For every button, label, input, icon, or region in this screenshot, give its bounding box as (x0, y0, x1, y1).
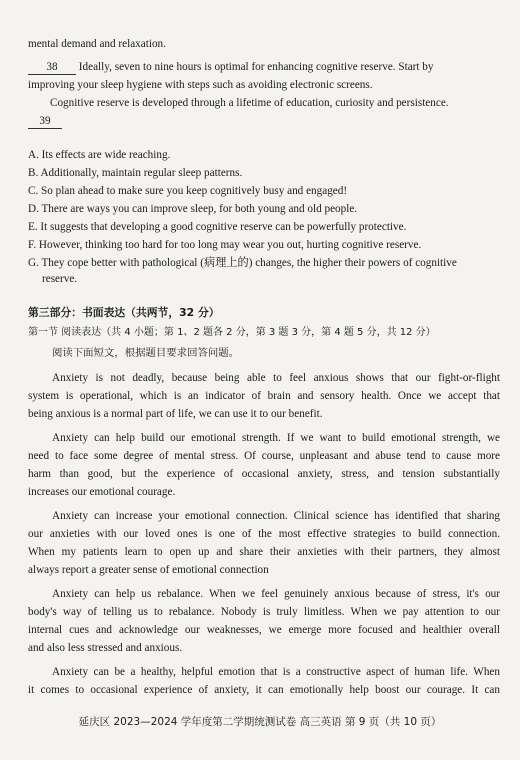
passage-line: Anxiety can help us rebalance. When we feel genuinely anxious because of stress, it's our (52, 588, 500, 600)
answer-blank-38[interactable]: 38 (28, 60, 76, 75)
passage-line: and also less stressed and anxious. (28, 642, 183, 654)
passage-line: system is operational, which is an indicator of brain and sensory health. Once we accept that (28, 390, 500, 402)
passage-line: need to face some degree of mental stress. Of course, unpleasant and abuse tend to cause more (28, 450, 500, 462)
text-fragment: Ideally, seven to nine hours is optimal for enhancing cognitive reserve. Start by (78, 61, 434, 73)
passage-line: Anxiety is not deadly, because being able to feel anxious shows that our fight-or-flight (52, 372, 500, 384)
option-c: C. So plan ahead to make sure you keep cognitively busy and engaged! (28, 185, 348, 197)
passage-line: When my patients learn to open up and share their anxieties with their partners, they almost (28, 546, 500, 558)
section-subtitle: 第一节 阅读表达（共 4 小题；第 1、2 题各 2 分，第 3 题 3 分，第 4 题 5 分，共 12 分） (28, 327, 436, 338)
text-line (28, 60, 494, 75)
passage-line: Anxiety can be a healthy, helpful emotion that is a constructive aspect of human life. When (52, 666, 500, 678)
passage-line: Anxiety can help build our emotional strength. If we want to build emotional strength, we (52, 432, 500, 444)
option-e: E. It suggests that developing a good cognitive reserve can be powerfully protective. (28, 221, 407, 233)
instruction: 阅读下面短文，根据题目要求回答问题。 (52, 347, 240, 359)
page-footer: 延庆区 2023—2024 学年度第二学期统测试卷 高三英语 第 9 页（共 10 页） (78, 716, 442, 728)
passage-line: always report a greater sense of emotional connection (28, 564, 269, 576)
option-g-cont: reserve. (42, 273, 78, 285)
passage-line: harm than good, but the experience of occasional anxiety, stress, and tension substantially (28, 468, 500, 480)
option-d: D. There are ways you can improve sleep, for both young and old people. (28, 203, 358, 215)
text-line: mental demand and relaxation. (28, 38, 166, 50)
passage-line: body's way of telling us to rebalance. Nobody is truly limitless. When we pay attention to our (28, 606, 500, 618)
passage-line: Anxiety can increase your emotional connection. Clinical science has identified that sharing (52, 510, 500, 522)
text-line: improving your sleep hygiene with steps such as avoiding electronic screens. (28, 79, 373, 91)
text-line (28, 114, 62, 129)
option-a: A. Its effects are wide reaching. (28, 149, 171, 161)
passage-line: it comes to occasional experience of anxiety, it can emotionally help boost our courage. It can (28, 684, 500, 696)
answer-blank-39[interactable]: 39 (28, 114, 62, 129)
option-b: B. Additionally, maintain regular sleep patterns. (28, 167, 243, 179)
passage-line: our anxieties with our loved ones is one of the most effective strategies to build connection. (28, 528, 500, 540)
passage-line: internal cues and acknowledge our weaknesses, we emerge more focused and healthier overall (28, 624, 500, 636)
option-g: G. They cope better with pathological (病理上的) changes, the higher their powers of cognitive (28, 257, 457, 269)
passage-line: being anxious is a normal part of life, we can use it to our benefit. (28, 408, 323, 420)
passage-line: increases our emotional courage. (28, 486, 176, 498)
option-f: F. However, thinking too hard for too long may wear you out, hurting cognitive reserve. (28, 239, 422, 251)
section-title: 第三部分：书面表达（共两节，32 分） (28, 306, 220, 319)
text-line: Cognitive reserve is developed through a lifetime of education, curiosity and persistence. (50, 97, 449, 109)
